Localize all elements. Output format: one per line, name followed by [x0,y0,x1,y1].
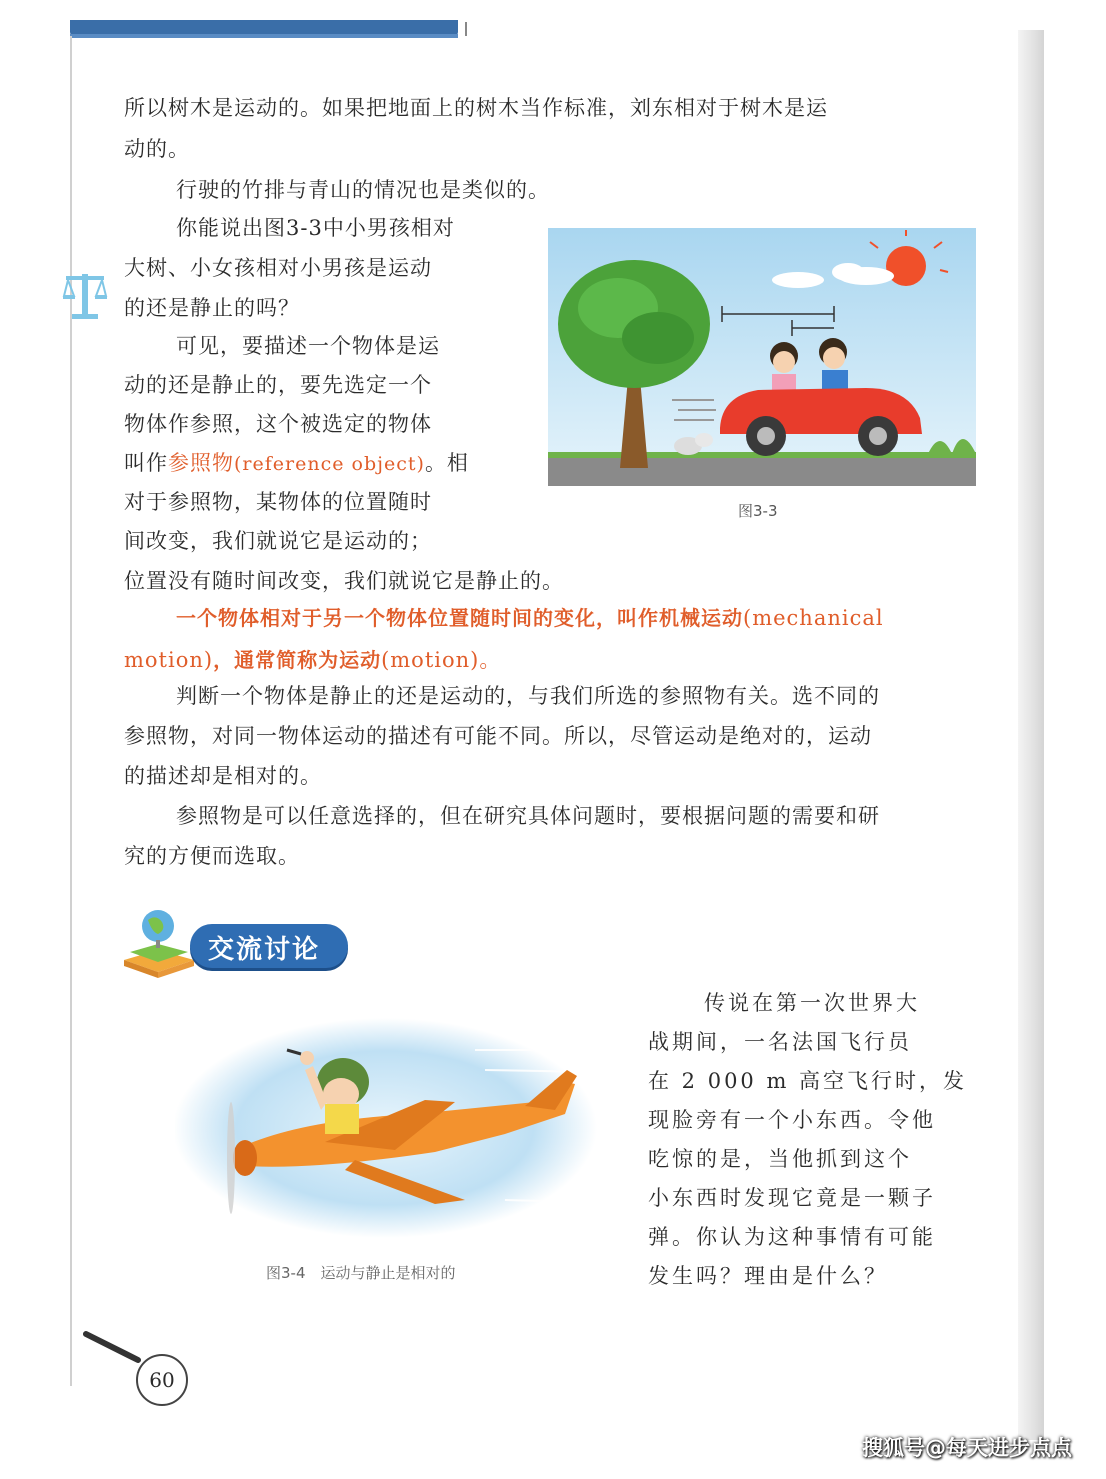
discussion-title: 交流讨论 [208,935,321,965]
story-line: 现脸旁有一个小东西。令他 [648,1108,936,1132]
story-line: 发生吗？理由是什么？ [648,1264,888,1288]
text-fragment: 叫作 [124,451,168,475]
text-line: 判断一个物体是静止的还是运动的，与我们所选的参照物有关。选不同的 [176,684,880,708]
story-line: 传说在第一次世界大 [704,991,920,1015]
margin-line [70,36,72,1386]
term-reference-object: 参照物 [168,451,234,475]
text-line: 行驶的竹排与青山的情况也是类似的。 [176,178,550,202]
story-line: 战期间，一名法国飞行员 [648,1030,912,1054]
page-edge-shadow [1018,30,1044,1440]
story-line: 在 2 000 m 高空飞行时，发 [648,1069,968,1093]
question-line: 的还是静止的吗？ [124,296,300,320]
question-line: 大树、小女孩相对小男孩是运动 [124,256,432,280]
figure-3-3-car-tree-illustration [548,228,976,486]
text-fragment: 。相 [424,451,469,475]
text-line: 位置没有随时间改变，我们就说它是静止的。 [124,569,564,593]
story-line: 吃惊的是，当他抓到这个 [648,1147,912,1171]
text-line: 的描述却是相对的。 [124,764,322,788]
text-line: 动的。 [124,137,190,161]
definition-text: 。 [479,648,502,672]
text-line: 参照物，对同一物体运动的描述有可能不同。所以，尽管运动是绝对的，运动 [124,724,872,748]
header-tick [465,22,467,36]
definition-line-1 [176,598,884,638]
figure-3-3-caption: 图3-3 [738,502,778,520]
text-line: 动的还是静止的，要先选定一个 [124,373,432,397]
definition-text: 一个物体相对于另一个物体位置随时间的变化，叫作机械运动 [176,606,743,630]
term-reference-object-en: (reference object) [234,453,425,475]
figure-3-4-pilot-plane-illustration [175,1010,605,1250]
definition-term-en: (mechanical [743,606,884,630]
story-line: 小东西时发现它竟是一颗子 [648,1186,936,1210]
figure-3-4-caption: 图3-4 运动与静止是相对的 [266,1264,456,1282]
question-line: 你能说出图3-3中小男孩相对 [176,216,455,240]
definition-term-en: (motion) [381,648,480,672]
text-line: 物体作参照，这个被选定的物体 [124,412,432,436]
page-number: 60 [136,1354,188,1406]
definition-term-en: motion) [124,648,214,672]
text-line: 究的方便而选取。 [124,844,300,868]
text-line: 间改变，我们就说它是运动的； [124,529,432,553]
watermark: 搜狐号@每天进步点点 [862,1436,1072,1460]
story-line: 弹。你认为这种事情有可能 [648,1225,936,1249]
text-line: 可见，要描述一个物体是运 [176,334,440,358]
text-line: 对于参照物，某物体的位置随时 [124,490,432,514]
definition-text: ，通常简称为运动 [213,648,382,672]
text-line: 所以树木是运动的。如果把地面上的树木当作标准，刘东相对于树木是运 [124,96,828,120]
text-line-reference-object [124,443,469,484]
balance-scale-icon [62,270,108,322]
header-band [70,20,458,36]
definition-line-2 [124,640,501,680]
text-line: 参照物是可以任意选择的，但在研究具体问题时，要根据问题的需要和研 [176,804,880,828]
